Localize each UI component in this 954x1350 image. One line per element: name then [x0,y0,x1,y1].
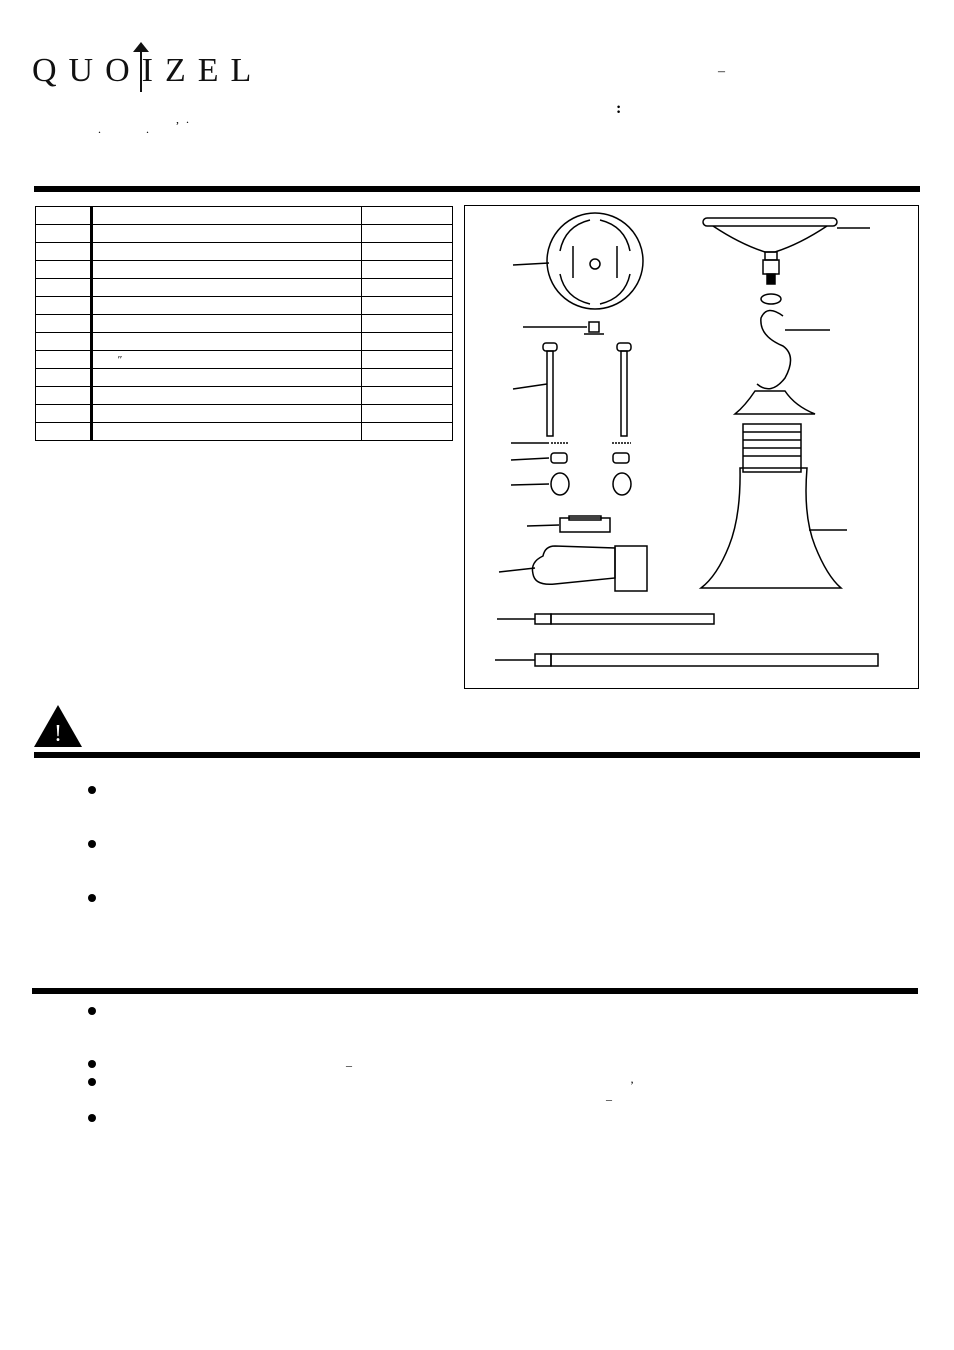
bullet-point [88,1060,96,1068]
parts-diagram-drawing [465,206,920,690]
table-row [36,297,453,315]
table-row [36,225,453,243]
cap-nut-icon [551,473,631,495]
logo-mark: , [176,112,179,126]
stray-dash: – [606,1092,612,1106]
leader-line [499,568,535,572]
table-row [36,261,453,279]
table-row [36,387,453,405]
long-stem-icon [535,654,878,666]
brand-logo: QUOIZEL [32,52,264,89]
bullet-point [88,894,96,902]
section-rule [34,752,920,758]
table-row [36,279,453,297]
table-row: ″ [36,351,453,369]
logo-mark: . [186,112,189,126]
short-stem-icon [535,614,714,624]
bullet-point [88,1007,96,1015]
warning-triangle-icon [33,703,83,748]
wire-connector-icon [532,546,647,591]
svg-text:!: ! [54,721,62,747]
mounting-plate-icon [547,213,643,309]
leader-line [513,384,547,389]
canopy-cap-icon [560,516,610,532]
leader-line [511,458,549,460]
lamp-logo-icon [128,40,154,96]
logo-mark: . [98,122,101,136]
bullet-point [88,840,96,848]
table-row [36,405,453,423]
bullet-point [88,1114,96,1122]
table-row [36,243,453,261]
section-rule [34,186,920,192]
table-row [36,423,453,441]
logo-mark: . [146,122,149,136]
section-rule [32,988,918,994]
glass-shade-icon [701,468,841,588]
leader-line [527,525,559,526]
bullet-point [88,1078,96,1086]
table-row [36,369,453,387]
parts-table [35,206,453,441]
ground-screw-icon [584,322,604,334]
stray-apostrophe: ’ [630,1078,634,1092]
bullet-point [88,786,96,794]
leader-line [513,263,549,265]
socket-icon [743,424,801,472]
parts-diagram [464,205,919,689]
mounting-screw-icon [543,343,631,436]
ceiling-canopy-icon [703,218,837,284]
header-colon: : [616,100,622,117]
stray-dash: – [346,1058,352,1072]
table-row [36,207,453,225]
table-row [36,333,453,351]
leader-line [511,484,549,485]
table-row [36,315,453,333]
hook-icon [735,294,815,414]
header-dash: – [718,64,725,79]
hex-nut-icon [551,453,629,463]
